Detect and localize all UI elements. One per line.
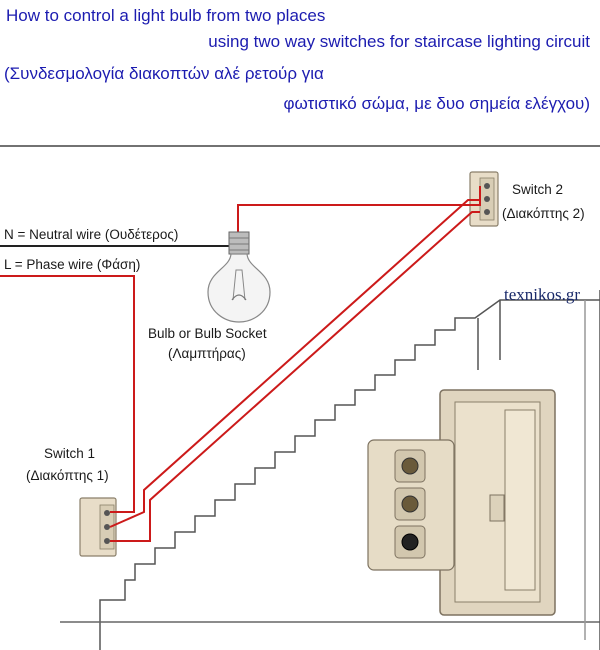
title-line-1: How to control a light bulb from two places (6, 6, 326, 25)
site-watermark: texnikos.gr (504, 285, 581, 304)
switch-closeup-image (368, 390, 555, 615)
bulb-label-line-1: Bulb or Bulb Socket (148, 326, 267, 341)
bulb-label-line-2: (Λαμπτήρας) (168, 346, 246, 361)
phase-wire-label: L = Phase wire (Φάση) (4, 257, 141, 272)
greek-title-line-2: φωτιστικό σώμα, με δυο σημεία ελέγχου) (283, 94, 590, 113)
greek-title-line-1: (Συνδεσμολογία διακοπτών αλέ ρετούρ για (4, 64, 324, 83)
switch-1-label-line-1: Switch 1 (44, 446, 96, 461)
switch-1-label-line-2: (Διακόπτης 1) (26, 468, 109, 483)
neutral-wire-label: N = Neutral wire (Ουδέτερος) (4, 227, 179, 242)
bulb-to-switch-2-wire (238, 186, 480, 232)
switch-2-label-line-1: Switch 2 (512, 182, 564, 197)
switch-2-label-line-2: (Διακόπτης 2) (502, 206, 585, 221)
title-line-2: using two way switches for staircase lighting circuit (208, 32, 590, 51)
